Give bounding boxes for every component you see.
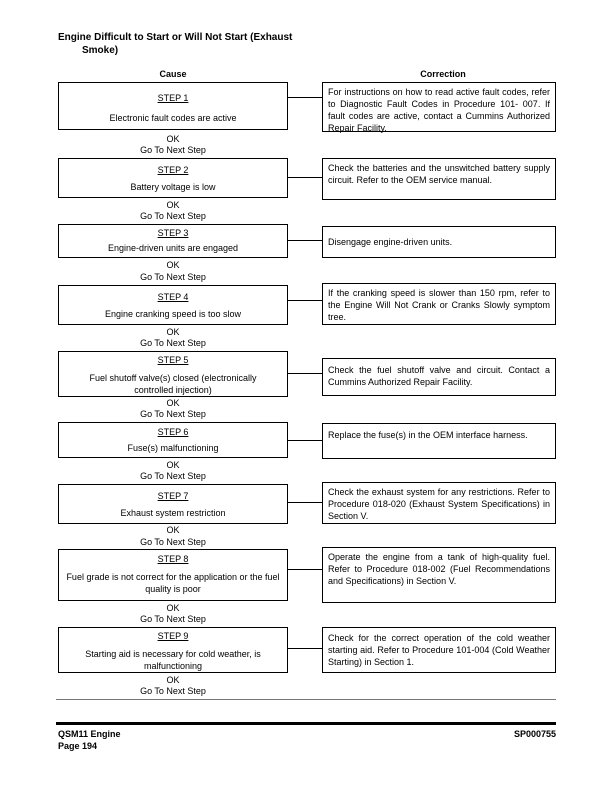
go-to-next-step: Go To Next Step bbox=[140, 272, 206, 282]
go-to-next-step: Go To Next Step bbox=[140, 614, 206, 624]
ok-label: OK bbox=[166, 398, 180, 408]
title-line-2: Smoke) bbox=[82, 45, 119, 56]
cause-text: Fuse(s) malfunctioning bbox=[127, 443, 219, 453]
title-line-1: Engine Difficult to Start or Will Not Start (Exhaust bbox=[58, 32, 293, 43]
footer-code: SP000755 bbox=[513, 729, 556, 739]
correction-box-step-1: For instructions on how to read active fault codes, refer to Diagnostic Fault Codes in Procedure 101- 007. If fault codes are active, contact a Cummins Authorized Repair Facility. bbox=[322, 82, 556, 132]
divider-rule bbox=[56, 699, 556, 700]
ok-label: OK bbox=[166, 200, 180, 210]
step-label: STEP 2 bbox=[157, 165, 189, 175]
go-to-next-step: Go To Next Step bbox=[140, 471, 206, 481]
step-label: STEP 1 bbox=[157, 93, 189, 103]
footer-page-number: Page 194 bbox=[58, 741, 98, 751]
connector-line bbox=[288, 300, 322, 301]
cause-header: Cause bbox=[159, 69, 187, 79]
cause-box-step-5 bbox=[58, 351, 288, 397]
cause-box-step-1 bbox=[58, 82, 288, 130]
step-label: STEP 6 bbox=[157, 427, 189, 437]
cause-box-step-6 bbox=[58, 422, 288, 458]
connector-line bbox=[288, 648, 322, 649]
ok-label: OK bbox=[166, 327, 180, 337]
step-label: STEP 8 bbox=[157, 554, 189, 564]
ok-label: OK bbox=[166, 134, 180, 144]
go-to-next-step: Go To Next Step bbox=[140, 145, 206, 155]
step-label: STEP 7 bbox=[157, 491, 189, 501]
ok-label: OK bbox=[166, 675, 180, 685]
cause-text: Electronic fault codes are active bbox=[109, 113, 237, 123]
cause-text: Fuel grade is not correct for the application or the fuel quality is poor bbox=[66, 572, 280, 594]
step-label: STEP 5 bbox=[157, 355, 189, 365]
connector-line bbox=[288, 373, 322, 374]
correction-box-step-3: Disengage engine-driven units. bbox=[322, 226, 556, 258]
go-to-next-step: Go To Next Step bbox=[140, 537, 206, 547]
go-to-next-step: Go To Next Step bbox=[140, 338, 206, 348]
cause-box-step-3 bbox=[58, 224, 288, 258]
connector-line bbox=[288, 569, 322, 570]
step-label: STEP 4 bbox=[157, 292, 189, 302]
cause-text: Engine-driven units are engaged bbox=[107, 243, 239, 253]
cause-box-step-8 bbox=[58, 549, 288, 601]
cause-text: Fuel shutoff valve(s) closed (electronically controlled injection) bbox=[89, 373, 257, 395]
cause-text: Battery voltage is low bbox=[130, 182, 216, 192]
ok-label: OK bbox=[166, 603, 180, 613]
correction-box-step-6: Replace the fuse(s) in the OEM interface harness. bbox=[322, 423, 556, 459]
cause-box-step-4 bbox=[58, 285, 288, 325]
step-label: STEP 9 bbox=[157, 631, 189, 641]
cause-text: Engine cranking speed is too slow bbox=[104, 309, 242, 319]
connector-line bbox=[288, 97, 322, 98]
correction-box-step-9: Check for the correct operation of the cold weather starting aid. Refer to Procedure 101-004 (Cold Weather Starting) in Section 1. bbox=[322, 627, 556, 673]
correction-box-step-8: Operate the engine from a tank of high-quality fuel. Refer to Procedure 018-002 (Fuel Recommendations and Specifications) in Section V. bbox=[322, 547, 556, 603]
connector-line bbox=[288, 177, 322, 178]
ok-label: OK bbox=[166, 460, 180, 470]
ok-label: OK bbox=[166, 260, 180, 270]
step-label: STEP 3 bbox=[157, 228, 189, 238]
correction-box-step-2: Check the batteries and the unswitched battery supply circuit. Refer to the OEM service manual. bbox=[322, 158, 556, 200]
go-to-next-step: Go To Next Step bbox=[140, 409, 206, 419]
correction-box-step-5: Check the fuel shutoff valve and circuit. Contact a Cummins Authorized Repair Facility. bbox=[322, 358, 556, 396]
page-title bbox=[58, 31, 318, 57]
footer-rule bbox=[56, 722, 556, 725]
correction-header: Correction bbox=[420, 69, 466, 79]
cause-box-step-2 bbox=[58, 158, 288, 198]
footer-left bbox=[58, 728, 121, 752]
go-to-next-step: Go To Next Step bbox=[140, 686, 206, 696]
connector-line bbox=[288, 240, 322, 241]
go-to-next-step: Go To Next Step bbox=[140, 211, 206, 221]
cause-text: Starting aid is necessary for cold weather, is malfunctioning bbox=[85, 649, 261, 671]
correction-box-step-4: If the cranking speed is slower than 150 rpm, refer to the Engine Will Not Crank or Cranks Slowly symptom tree. bbox=[322, 283, 556, 325]
cause-text: Exhaust system restriction bbox=[120, 508, 226, 518]
ok-label: OK bbox=[166, 525, 180, 535]
connector-line bbox=[288, 502, 322, 503]
correction-box-step-7: Check the exhaust system for any restrictions. Refer to Procedure 018-020 (Exhaust System Specifications) in Section V. bbox=[322, 482, 556, 524]
footer-engine: QSM11 Engine bbox=[58, 729, 121, 739]
cause-box-step-9 bbox=[58, 627, 288, 673]
connector-line bbox=[288, 440, 322, 441]
cause-box-step-7 bbox=[58, 484, 288, 524]
